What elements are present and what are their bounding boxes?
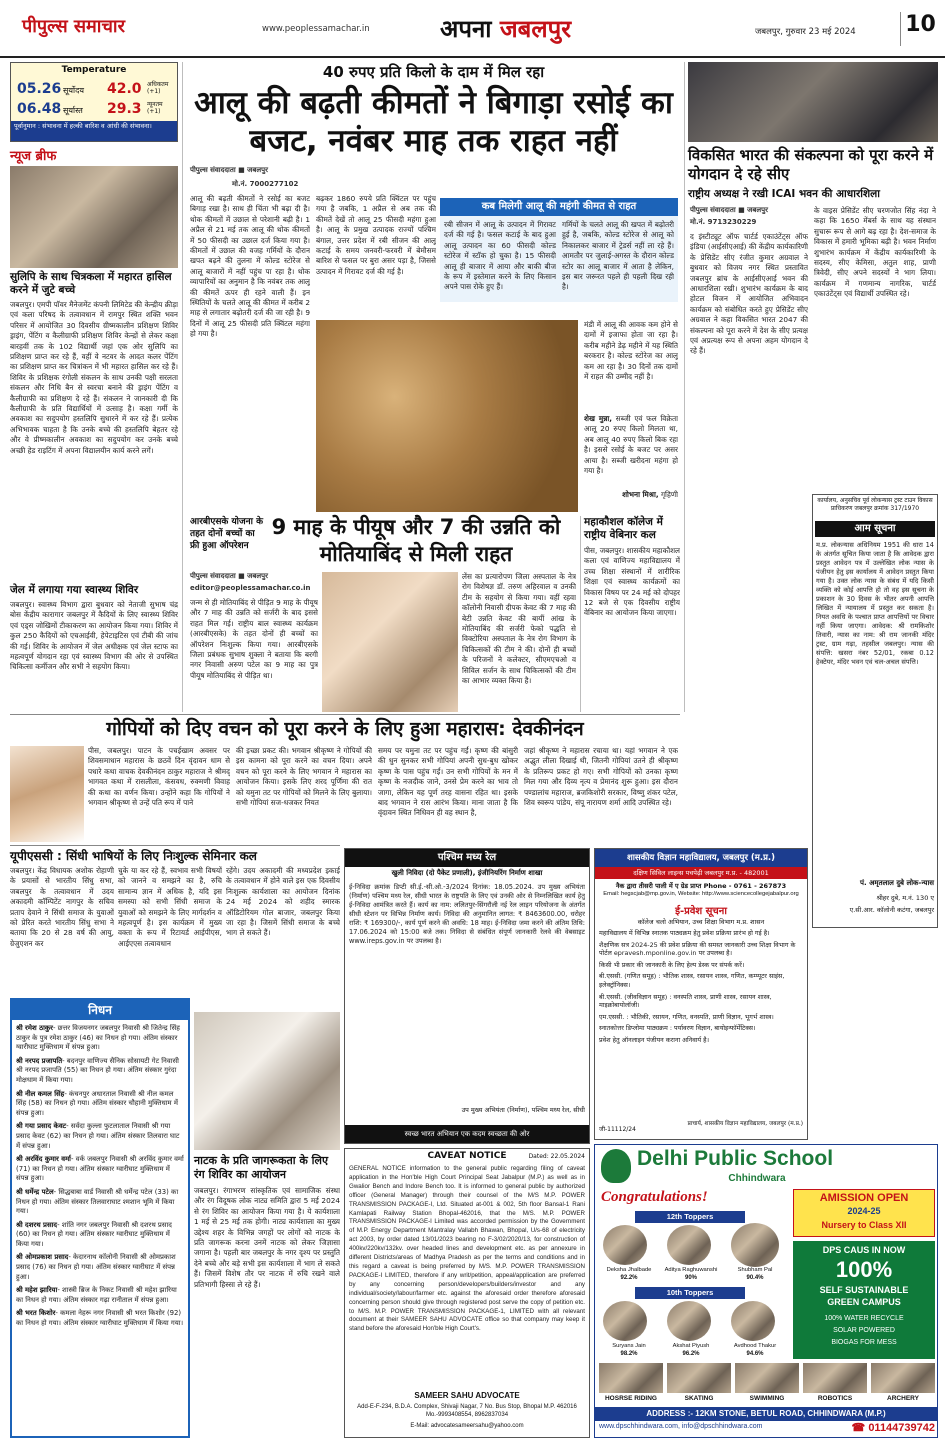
topper-name: Akshat Piyush: [672, 1343, 710, 1349]
activity-photo: [803, 1363, 867, 1393]
obituary-name: श्री नरपद प्रजापति: [16, 1056, 63, 1065]
dps-12th-label: 12th Toppers: [635, 1211, 745, 1223]
caveat-advocate: SAMEER SAHU ADVOCATE: [414, 1391, 520, 1400]
science-college-notice-sub: कॉलेज चलो अभियान, उच्च शिक्षा विभाग म.प्र. शासन: [637, 918, 765, 926]
gopiyon-headline: गोपियों को दिए वचन को पूरा करने के लिए हुआ महारास: देवकीनंदन: [106, 718, 584, 740]
section-divider: [10, 714, 680, 715]
caveat-notice: [344, 1148, 590, 1438]
upsc-col1: जबलपुर। केंद्र विधायक अशोक रोहाणी के प्रयासों से भारतीय सिंधु सभा, जबलपुर के तत्वावधान में उदय अकादमी कॉम्पिटेंट नागपुर के सचिव प्रताप देवाने ने सिंधी समाज के युवाओं को प्रेरित करते भारतीय सिंधु सभा ने बताया कि 20 से 28 वर्ष की आयु, ग्रेजुएशन कर: [10, 866, 114, 948]
lead-byline: पीपुल्स संवाददाता ■ जबलपुर: [190, 166, 268, 174]
topper-name: Avdhood Thakur: [733, 1343, 777, 1349]
masthead-date: जबलपुर, गुरुवार 23 मई 2024: [755, 27, 856, 37]
dps-title: Delhi Public School: [637, 1147, 834, 1170]
cataract-headline: 9 माह के पीयूष और 7 की उन्नति को मोतियाबिंद से मिली राहत: [271, 515, 561, 566]
cataract-kicker: आरबीएसके योजना के तहत दोनों बच्चों का फ्री हुआ ऑपरेशन: [190, 517, 264, 551]
gopiyon-col4: जहां श्रीकृष्ण ने महारास रचाया था। यहां भगवान ने एक अद्भुत लीला दिखाई थी, जितनी गोपियां उतने ही श्रीकृष्ण के प्रतिरूप प्रकट हो गए। सभी गोपियों को उनका कृष्ण मिल गया और दिव्य नृत्य व प्रेमानंद शुरू हुआ। इस दौरान पण्डालांच महाराज, ब्रजकिशोरी सरकार, विष्णु शंकर पटेल, शिव स्वरूप पांडेय, संपू नारायण शर्मा आदि उपस्थित रहे।: [524, 746, 678, 808]
topper-photo: [603, 1301, 647, 1341]
topper-name: Suryans Jain: [612, 1343, 646, 1349]
caveat-date: Dated: 22.05.2024: [528, 1153, 585, 1160]
dps-ad: [594, 1144, 938, 1438]
obituary-name: श्री ओमप्रकाश प्रसाद: [16, 1253, 69, 1262]
science-college-notice-title: ई-प्रवेश सूचना: [675, 906, 727, 917]
obituary-text: - बदनपुर वाणिज्य सैनिक सोसायटी गेट निवासी श्री नरपद प्रजापति (55) का निधन हो गया। अंतिम संस्कार गुरंदा मोक्षधाम में किया गया।: [16, 1056, 179, 1084]
caveat-email: E-Mail: advocatesameersahu@yahoo.com: [410, 1423, 524, 1429]
rail-tender-footer: उप मुख्य अभियंता (निर्माण), पश्चिम मध्य रेल, सीधी: [461, 1106, 585, 1114]
rail-tender: [344, 848, 590, 1144]
obituary-item: [16, 1122, 184, 1151]
dps-green-campus: [793, 1241, 935, 1359]
dps-10th-label: 10th Toppers: [635, 1287, 745, 1299]
obituary-item: [16, 1155, 184, 1184]
public-notice-title: आम सूचना: [815, 521, 935, 537]
obituary-item: [16, 1024, 184, 1053]
upsc-col2: चुके या कर रहे हैं, स्वभाव सभी विषयों को जानने व समझने का है, रुचि सामान्य ज्ञान में अधिक है, यदि इस समस्या को सभी सिंधी समाज के युवाओं को समझने के लिए मार्गदर्शन व महत्वपूर्ण है। इस कार्यक्रम में मुख्य वक्ता के रूप में रिटायर्ड आईपीएस, आईएएस तत्वावधान: [118, 866, 222, 948]
topper-score: 90%: [684, 1275, 697, 1281]
rail-tender-subtitle: खुली निविदा (दो पैकेट प्रणाली), इंजीनियरिंग निर्माण शाखा: [391, 869, 543, 877]
quote2-role: गृहिणी: [660, 490, 678, 499]
potato-heap-photo: [316, 320, 578, 512]
topper-photo: [731, 1301, 775, 1341]
dps-phone[interactable]: [813, 1421, 935, 1434]
obituary-name: श्री रमेश ठाकुर: [16, 1024, 53, 1032]
activity-label: ROBOTICS: [817, 1395, 853, 1402]
obituary-name: श्री भरत किशोर: [16, 1309, 56, 1318]
dps-phone-number: 01144739742: [868, 1422, 935, 1434]
topper-photo: [731, 1223, 779, 1267]
activity-photo: [599, 1363, 663, 1393]
public-notice-header: कार्यालय, अनुसचिव पूर्व लोकन्यास ट्रस्ट टाउन विकास प्राधिकरण जबलपुर क्रमांक 317/1970: [817, 497, 933, 512]
admission-item: किसी भी प्रकार की जानकारी के लिए हेल्प डेस्क पर संपर्क करें।: [599, 960, 745, 969]
nidhan-title: निधन: [12, 1000, 188, 1020]
upsc-col3: रहेंगे। उदय अकादमी की मध्यप्रदेश इकाई के तत्वावधान में होने वाले इस एक दिवसीय निःशुल्क कार्यशाला का आयोजन दिनांक 24 मई 2024 को शहीद स्मारक ऑडिटोरियम गोल बाजार, जबलपुर किया जा रहा है। जिसमें सिंधी समाज के बच्चे भाग ले सकते हैं।: [226, 866, 340, 938]
weather-box: [10, 62, 178, 142]
dps-address: ADDRESS :- 12KM STONE, BETUL ROAD, CHHINDWARA (M.P.): [595, 1407, 937, 1421]
lead-headline: आलू की बढ़ती कीमतों ने बिगाड़ा रसोई का बजट, नवंबर माह तक राहत नहीं: [194, 85, 673, 159]
section-title: [440, 12, 640, 42]
gopiyon-col1: पीस, जबलपुर। पाटन के पचईखाम अवसर पर शिवसमाधान महारास के छठवें दिन वृंदावन धाम से पधारे कथा वाचक देवकीनंदन ठाकुर महाराज ने श्रीमद् भागवत कथा में रासलीला, कंसवध, रुक्मणी विवाह की कथा का वर्णन किया। उन्होंने कहा कि गोपियों ने भगवान श्रीकृष्ण से उन्हें पति रूप में पाने: [88, 746, 230, 808]
admission-item: स्नातकोत्तर डिप्लोमा पाठ्यक्रम : पर्यावरण विज्ञान, बायोइन्फॉर्मेटिक्स।: [599, 1024, 756, 1033]
activity-photo: [735, 1363, 799, 1393]
column-divider: [580, 516, 581, 712]
obituary-text: - शांति नगर जबलपुर निवासी श्री दशरथ प्रसाद (60) का निधन हो गया। अंतिम संस्कार ग्वारीघाट मुक्तिधाम में किया गया।: [16, 1220, 172, 1248]
min-temp-label: न्यूनतम (+1): [147, 101, 163, 115]
sunset-label: सूर्यास्त: [63, 106, 83, 115]
dps-campus-line3: GREEN CAMPUS: [827, 1297, 901, 1307]
topper-name: Shubham Pal: [737, 1267, 773, 1273]
children-drawing-photo: [10, 166, 178, 268]
caveat-title: CAVEAT NOTICE: [427, 1151, 507, 1161]
cataract-byline: पीपुल्स संवाददाता ■ जबलपुर: [190, 572, 268, 580]
obituary-item: [16, 1221, 184, 1250]
dps-feature: SOLAR POWERED: [833, 1327, 895, 1334]
topper-score: 94.6%: [746, 1351, 764, 1357]
topper-score: 96.2%: [682, 1351, 700, 1357]
obituary-name: श्री नील कमल सिंह: [16, 1089, 65, 1098]
gopiyon-col2: की इच्छा प्रकट की। भगवान श्रीकृष्ण ने गोपियों की इस कामना को पूरा करने का वचन दिया। अपने वचन को पूरा करने के लिए भगवान ने महारास का आयोजन किया। इसके लिए शरद पूर्णिमा की रात को यमुना तट पर गोपियों को मिलने के लिए बुलाया। सभी गोपियां सज-धजकर नियत: [236, 746, 372, 808]
masthead: [0, 0, 945, 58]
mahakoshal-body: पीस, जबलपुर। शासकीय महाकौशल कला एवं वाणिज्य महाविद्यालय में उच्च शिक्षा संस्थानों में शारीरिक शिक्षा एवं स्वास्थ्य कार्यक्रमों का विकास विषय पर 24 मई को दोपहर 12 बजे से एक दिवसीय राष्ट्रीय वेबिनार का आयोजन किया जाएगा।: [584, 546, 680, 618]
ca-col1: द इंस्टीट्यूट ऑफ चार्टर्ड एकाउंटेंट्स ऑफ इंडिया (आईसीएआई) की केंद्रीय कार्यकारिणी के प्रेसिडेंट सीए रंजीत कुमार अग्रवाल ने बुधवार को विजय नगर स्थित प्रस्तावित जबलपुर ब्रांच के आईसीएआई भवन की आधारशिला रखी। शुभारंभ कार्यक्रम के बाद होटल विजन में आयोजित अभिवादन कार्यक्रम को संबोधित करते हुए प्रेसिडेंट सीए अग्रवाल ने कहा विकसित भारत 2047 की संकल्पना को पूरा करने में देश के सीए प्रत्यक्ष एवं अप्रत्यक्ष रूप से अपना अहम योगदान दे रहे हैं।: [690, 232, 808, 356]
infants-eye-photo: [322, 572, 458, 712]
science-college-footer-left: जी-11112/24: [599, 1126, 636, 1133]
sulipi-headline: सुलिपि के साथ चित्रकला में महारत हासिल करने में जुटे बच्चे: [10, 271, 172, 296]
topper-photo: [603, 1225, 647, 1265]
nidhan-box: [10, 998, 190, 1438]
nidhan-list: [16, 1024, 184, 1434]
public-notice-signature: पं. अमृतलाल दुबे लोक-न्यास: [860, 879, 934, 887]
website-link[interactable]: www.peoplessamachar.in: [262, 24, 370, 34]
topper-photo: [667, 1225, 711, 1265]
topper-score: 90.4%: [746, 1275, 764, 1281]
obituary-text: - छत्तर विजयनगर जबलपुर निवासी श्री जितेन्द्र सिंह ठाकुर के पुत्र रमेश ठाकुर (46) का निधन हो गया। अंतिम संस्कार ग्वारीघाट मुक्तिधाम में संपन्न हुआ।: [16, 1024, 180, 1052]
drama-body: जबलपुर। रंगाभरण सांस्कृतिक एवं सामाजिक संस्था और रंग विदूषक लोक नाट्य समिति द्वारा 5 मई 2024 से रंग शिविर का आयोजन किया गया है। ये कार्यशाला 1 मई से 25 मई तक होगी। नाट्य कार्यशाला का मुख्य उद्देश्य शहर के विभिन्न जगहों पर लोगों को नाटक के प्रति जागरूक करना उनमें नाटक को लेकर जिज्ञासा जगाना है। पहली बार जबलपुर के नगर दृश्य पर प्रस्तुति देने बच्चे और बड़े सभी इस कार्यशाला में भाग ले सकते हैं। जिसमें विशेष तौर पर नाटक में रुचि रखने वाले प्रतिभागी हिस्सा ले रहे हैं।: [194, 1186, 340, 1289]
ca-headline: विकसित भारत की संकल्पना को पूरा करने में योगदान दे रहे सीए: [688, 146, 934, 183]
obituary-text: - कमला नेहरू नगर निवासी श्री भरत किशोर (92) का निधन हो गया। अंतिम संस्कार ग्वारीघाट मुक्तिधाम में किया गया।: [16, 1309, 184, 1328]
admission-item: महाविद्यालय में विभिन्न स्नातक पाठ्यक्रम हेतु प्रवेश प्रक्रिया प्रारंभ हो गई है।: [599, 929, 770, 937]
quote2: [584, 490, 678, 510]
gopiyon-col3: समय पर यमुना तट पर पहुंच गईं। कृष्ण की बांसुरी की धुन सुनकर सभी गोपियां अपनी सुध-बुध खोकर कृष्ण के पास पहुंच गईं। उन सभी गोपियों के मन में कृष्ण के नजदीक जाने, उनसे प्रेम करने का भाव तो जागा, लेकिन यह पूर्ण तरह वासना रहित था। इसके बाद भगवान ने रास आरंभ किया। माना जाता है कि वृंदावन स्थित निधिवन ही वह स्थान है,: [378, 746, 518, 818]
obituary-name: श्री दशरथ प्रसाद: [16, 1220, 58, 1229]
lead-kicker: 40 रुपए प्रति किलो के दाम में मिल रहा: [322, 63, 545, 81]
admission-item: प्रवेश हेतु ऑनलाइन पंजीयन कराना अनिवार्य है।: [599, 1035, 709, 1044]
topper-score: 98.2%: [620, 1351, 638, 1357]
ca-subhead: राष्ट्रीय अध्यक्ष ने रखी ICAI भवन की आधारशिला: [688, 188, 880, 200]
activity-label: SWIMMING: [749, 1395, 785, 1402]
dps-congrats: Congratulations!: [601, 1189, 708, 1205]
ca-ceremony-photo: [688, 62, 938, 142]
public-notice-body: म.प्र. लोकन्यास अधिनियम 1951 की धारा 14 के अंतर्गत सूचित किया जाता है कि आवेदक द्वारा प्रस्तुत आवेदन पत्र में उल्लेखित लोक न्यास के पंजीयन हेतु इस कार्यालय में आवेदन प्रस्तुत किया गया है। उक्त लोक न्यास के संबंध में यदि किसी व्यक्ति को कोई आपत्ति हो तो वह इस सूचना के प्रकाशन के 30 दिवस के भीतर अपनी आपत्ति लिखित में न्यायालय में प्रस्तुत कर सकता है। नियत अवधि के पश्चात प्राप्त आपत्तियों पर विचार नहीं किया जाएगा। आवेदक: श्री रामकिशोर तिवारी, न्यास का नाम: श्री राम जानकी मंदिर ट्रस्ट, ग्राम गढ़ा, तहसील जबलपुर। न्यास की संपत्ति: खसरा नंबर 52/01, रकबा 0.12 हेक्टेयर, मंदिर भवन एवं चल-अचल संपत्ति।: [816, 541, 934, 666]
cataract-col2: लेंस का प्रत्यारोपण जिला अस्पताल के नेत्र रोग विशेषज्ञ डॉ. तरुण अहिरवाल व उनकी टीम के सहयोग से किया गया। वहीं रहवा कॉलोनी निवासी दीपक केवट की 7 माह की बेटी उन्नति केवट की बायीं आंख के मोतियाबिंद की सर्जरी फेको पद्धति से विक्टोरिया अस्पताल के नेत्र रोग विभाग के चिकित्सकों की टीम ने की। दोनों ही बच्चों के परिजनों ने कलेक्टर, सीएमएचओ व सिविल सर्जन के साथ चिकित्सकों की टीम का आभार व्यक्त किया है।: [462, 572, 576, 686]
dps-city: Chhindwara: [728, 1173, 786, 1184]
caveat-body: GENERAL NOTICE information to the general public regarding filing of caveat application in the Hon'ble High Court Principal Seat Jabalpur (M.P.) as well as in Gwalior Bench and Indore Bench too. It is informed to general public by authorized officer (General Manager) through their counsel of the M/S M.P. POWER TRANSMISSION PACKAGE-I, Ltd. Situated at-001 & 002, 5th floor Bansal-1 Rani Kamlapati Railway Station Bhopal-462016, that the M/S. M.P. POWER TRANSMISSION PACKAGE-I Limited was accorded permission by the Government of M.P. Energy Department Mantralay Vallabh Bhawan, Bhopal, U/s-68 of electricity act 2003, by order dated 13/01/2023 bearing no F-3/02/2020/13, for construction of 400kv/220kv/132kv. over headed lines and development etc. as per annexure in different Districts/areas of Madhya Pradesh as per the terms and conditions and in this regard a caveat is being preferred by M/S. M.P. POWER TRANSMISSION PACKAGE-I LIMITED, therefore if any writ/petition, appeal/application are preferred by any concerning person/developers/builders/investor and any individual/society/labour/farmer etc. against the aforesaid order therefore aforesaid concerning person should give through registered post serve the copy of petition etc. to M/S. M.P. POWER TRANSMISSION PACKAGE-1, LIMITED with all relevant document at their SAMEER SAHU ADVOCATE office so that company may keep it stand before the aforesaid Hon'ble High Court's.: [349, 1165, 585, 1333]
rail-tender-body: ई-निविदा क्रमांक डिप्टी सी.ई.-सी.ओ.-3/2024 दिनांक: 18.05.2024. उप मुख्य अभियंता (निर्माण) पश्चिम मध्य रेल, सीधी भारत के राष्ट्रपति के लिए एवं उनकी ओर से निम्नलिखित कार्य हेतु ई-निविदा आमंत्रित करते हैं। कार्य का नाम: ललितपुर-सिंगरौली नई रेल लाइन परियोजना के अंतर्गत सीधी स्टेशन पर विभिन्न निर्माण कार्य। निविदा की अनुमानित लागत: ₹ 8463600.00, धरोहर राशि: ₹ 169300/-, कार्य पूर्ण करने की अवधि: 18 माह। ई-निविदा जमा करने की अंतिम तिथि: 17.06.2024 को 15:00 बजे तक। निविदा से संबंधित संपूर्ण जानकारी रेलवे की वेबसाइट www.ireps.gov.in पर उपलब्ध है।: [349, 883, 585, 945]
sunrise-time: 05.26: [17, 81, 62, 97]
dps-campus-line2: SELF SUSTAINABLE: [819, 1285, 909, 1295]
lead-col2: बढ़कर 1860 रुपये प्रति क्विंटल पर पहुंच गया है जबकि, 1 अप्रैल से अब तक की कीमतें देखें तो आलू 25 फीसदी महंगा हुआ है। आलू के प्रमुख उत्पादक राज्यों पश्चिम बंगाल, उत्तर प्रदेश में रबी सीजन की आलू कटाई के समय जनवरी-फरवरी में बेमौसम बारिश से फसल पर बुरा असर पड़ा है, जिससे उत्पादन में गिरावट दर्ज की गई है।: [316, 194, 436, 276]
rail-tender-slogan: स्वच्छ भारत अभियान एक कदम स्वच्छता की ओर: [345, 1125, 589, 1143]
activity-label: SKATING: [684, 1395, 714, 1402]
paper-logo: पीपुल्स समाचार: [22, 16, 125, 37]
cataract-col1: जन्म से ही मोतियाबिंद से पीड़ित 9 माह के पीयूष और 7 माह की उन्नति को सर्जरी के बाद इससे राहत मिल गई। राष्ट्रीय बाल स्वास्थ्य कार्यक्रम (आरबीएसके) के तहत दोनों ही बच्चों का ऑपरेशन निःशुल्क किया गया। आरबीएसके जिला प्रबंधक सुभाष शुक्ला ने बताया कि बरगी नगर निवासी अरुण पटेल का 9 माह का पुत्र पीयूष मोतियाबिंद से पीड़ित था।: [190, 598, 318, 680]
topper-name: Aditya Raghuwanshi: [664, 1267, 718, 1273]
column-divider: [182, 62, 183, 712]
cataract-email: editor@peoplessamachar.co.in: [190, 584, 311, 592]
page-number: 10: [900, 12, 940, 46]
dps-admission-range: Nursery to Class XII: [821, 1220, 907, 1230]
topper-photo: [667, 1301, 711, 1341]
obituary-text: - शास्त्री ब्रिज के निकट निवासी श्री महेश झारिया का निधन हो गया। अंतिम संस्कार गढ़ा रानीताल में संपन्न हुआ।: [16, 1286, 177, 1304]
forecast-text: पूर्वानुमान : संभावना में हल्की बारिश व आंधी की संभावना।: [11, 121, 177, 141]
caveat-address: Add-E-F-234, B.D.A. Complex, Shivaji Nagar, 7 No. Bus Stop, Bhopal M.P. 462016 Mo.-9993408554, 8962837034: [357, 1404, 577, 1418]
science-college-email: Email: hegscjab@mp.gov.in, Website: http://www.sciencecollegejabalpur.org: [603, 891, 799, 897]
dps-feature: BIOGAS FOR MESS: [831, 1339, 897, 1346]
lead-box: [440, 198, 678, 302]
activity-photo: [871, 1363, 935, 1393]
science-college-subtitle: दक्षिण सिविल लाइन्स पचपेढ़ी जबलपुर म.प्र. - 482001: [595, 867, 807, 879]
quote1-text: सब्जी एवं फल विक्रेता आलू 20 रुपए किलो मिलता था, अब आलू 40 रुपए किलो बिक रहा है। इससे रसोई के बजट पर असर आया है। सब्जी खरीदना महंगा हो गया है।: [584, 414, 678, 476]
science-college-ad: [594, 848, 808, 1140]
obituary-item: [16, 1309, 184, 1328]
admission-item: बी.एससी. (जीवविज्ञान समूह) : वनस्पति शास्त्र, प्राणी शास्त्र, रसायन शास्त्र, माइक्रोबायोलॉजी।: [599, 992, 772, 1010]
activity-label: ARCHERY: [887, 1395, 919, 1402]
mahakoshal-headline: महाकौशल कॉलेज में राष्ट्रीय वेबिनार कल: [584, 516, 663, 541]
obituary-text: - सिद्धबाबा वार्ड निवासी श्री धर्मेन्द्र पटेल (33) का निधन हो गया। अंतिम संस्कार तिलवाराघाट श्मशान भूमि में किया गया।: [16, 1187, 179, 1216]
dps-feature: 100% WATER RECYCLE: [824, 1315, 904, 1322]
rail-tender-title: पश्चिम मध्य रेल: [345, 849, 589, 867]
obituary-name: श्री अरविंद कुमार वर्मा: [16, 1155, 71, 1164]
section-title-part1: अपना: [440, 15, 492, 43]
sulipi-body: जबलपुर। एमपी पॉवर मैनेजमेंट कंपनी लिमिटेड की केन्द्रीय क्रीड़ा एवं कला परिषद के तत्वावधान में रामपुर स्थित शक्ति भवन परिसर में आयोजित 30 दिवसीय ग्रीष्मकालीन प्रशिक्षण शिविर ड्राइंग, पेंटिंग व कैलीग्राफी प्रशिक्षण शिविर केन्द्रों से लेकर कक्षा बारहवीं तक के 102 विद्यार्थी जहां एक ओर सुलिपि का प्रशिक्षण प्राप्त कर रहे हैं, वहीं वे नटवर के आदत कलर पेंटिंग का प्रशिक्षण प्राप्त कर चित्रांकन में भी महारत हासिल कर रहे हैं। शिविर के प्रशिक्षक रंगोली संकलन के साथ उनकी पक्षी सरलता संकलन और निधि बैन से स्वरचा बनाने की ड्राइंग पेंटिंग व कैलीग्राफी का प्रशिक्षण दे रहे हैं। संकलन ने जानकारी दी कि कैलीग्राफी के प्रति विद्यार्थियों में उत्साह है। कक्षा गर्मी के अवकाश का सदुपयोग हस्तलिपि सुधारने में कर रहे हैं। प्रत्येक अभिभावक चाहता है कि उनके बच्चे की हस्तलिपि बेहतर रहे और वे प्रीष्मकालीन अवकाश का सदुपयोग कर उनके बच्चे अच्छी हेड राइटिंग में अपना विद्यालयीन कार्य करने लगें।: [10, 300, 178, 455]
science-college-contact: नैक द्वारा तीसरी पाली में ए ग्रेड प्राप्त Phone - 0761 - 267873: [615, 882, 787, 890]
jail-body: जबलपुर। स्वास्थ्य विभाग द्वारा बुधवार को नेताजी सुभाष चंद्र बोस केंद्रीय कारागार जबलपुर में कैदियों के लिए स्वास्थ्य शिविर एवं एड्स जोखिमों टीकाकरण का आयोजन किया गया। शिविर में कुल 250 कैदियों को एचआईवी, हेपेटाइटिस एवं टीबी की जांच की गई। शिविर के आयोजन में जेल अधीक्षक एवं जेल स्टाफ का महत्वपूर्ण योगदान रहा एवं स्वास्थ्य विभाग की ओर से उपस्थित चिकित्सा कर्मीजन और सभी ने सहयोग किया।: [10, 600, 178, 672]
admission-item: बी.एससी. (गणित समूह) : भौतिक शास्त्र, रसायन शास्त्र, गणित, कम्प्यूटर साइंस, इलेक्ट्रॉनिक्स।: [599, 972, 785, 989]
phone-icon: ☎: [851, 1422, 866, 1434]
obituary-text: - केदारनाथ कॉलोनी निवासी श्री ओमप्रकाश प्रसाद (76) का निधन हो गया। अंतिम संस्कार ग्वारीघाट में संपन्न हुआ।: [16, 1253, 176, 1281]
dps-campus-line1: DPS CAUS IN NOW: [822, 1245, 906, 1255]
ca-col2: के वाइस प्रेसिडेंट सीए चरणजोत सिंह नंदा ने कहा कि 1650 मेंबर्स के साथ यह संस्थान सुचारू रूप से आगे बढ़ रहा है। देश-समाज के विकास में हमारी भूमिका बढ़ी है। भवन निर्माण शुभारंभ कार्यक्रम में केंद्रीय कार्यकारिणी के सदस्य, सीए केमिसा, अतुल शाह, प्राणी त्रिवेदी, सीए अपने सदस्यों ने भाग लिया। कार्यक्रम में गणमान्य नागरिक, चार्टर्ड एकाउंटेंट्स एवं विद्यार्थी उपस्थित रहे।: [814, 206, 936, 299]
dps-campus-pct: 100%: [835, 1257, 893, 1282]
quote2-name: शोभना मिश्रा,: [622, 490, 659, 499]
obituary-item: [16, 1253, 184, 1282]
obituary-text: - वर्क जबलपुर निवासी श्री अरविंद कुमार वर्मा (71) का निधन हो गया। अंतिम संस्कार ग्वारीघाट मुक्तिधाम में संपन्न हुआ।: [16, 1155, 184, 1183]
drama-workshop-photo: [194, 1012, 340, 1150]
lead-side-note: मंडी में आलू की आवक कम होने से दामों में इजाफा होता जा रहा है। करीब महीने डेढ़ महीने में यह स्थिति बरकरार है। कोल्ड स्टोरेज का आलू कम आ रहा है। 30 दिनों तक दामों में राहत की उम्मीद नहीं है।: [584, 320, 678, 382]
obituary-name: श्री महेश झारिया: [16, 1286, 58, 1295]
sunset-time: 06.48: [17, 101, 62, 117]
news-brief-label: न्यूज ब्रीफ: [10, 149, 57, 164]
column-divider: [684, 62, 685, 712]
max-temp-label: अधिकतम (+1): [147, 81, 169, 95]
science-college-title: शासकीय विज्ञान महाविद्यालय, जबलपुर (म.प्र.): [595, 849, 807, 867]
obituary-name: श्री धर्मेन्द्र पटेल: [16, 1187, 54, 1196]
obituary-name: श्री गया प्रसाद केवट: [16, 1122, 67, 1131]
dps-logo-icon: [601, 1149, 631, 1183]
dps-website[interactable]: www.dpschhindwara.com, info@dpschhindwara.com: [599, 1423, 763, 1430]
public-notice: [812, 494, 938, 928]
lead-box-col2: गर्मियों के चलते आलू की खपत में बढ़ोतरी हुई है, जबकि, कोल्ड स्टोरेज से आलू को निकालकर बाजार में ट्रेडर्स नहीं ला रहे हैं। आमतौर पर जुलाई-अगस्त के दौरान कोल्ड स्टोर का आलू बाजार में आता है लेकिन, इस बार जरूरत पहले ही पहली दिख रही है।: [562, 220, 674, 292]
jail-headline: जेल में लगाया गया स्वास्थ्य शिविर: [10, 584, 139, 596]
admission-item: शैक्षणिक सत्र 2024-25 की प्रवेश प्रक्रिया की समस्त जानकारी उच्च शिक्षा विभाग के पोर्टल epravesh.mponline.gov.in पर उपलब्ध है।: [599, 940, 796, 958]
lead-phone: मो.नं. 7000277102: [232, 180, 299, 188]
ca-phone: मो.नं. 9713230229: [690, 218, 757, 226]
quote1-name: शेख मुन्ना,: [584, 414, 613, 423]
obituary-text: - सर्वदा कुल्ला फुटलाताल निवासी श्री गया प्रसाद केवट (62) का निधन हो गया। अंतिम संस्कार तिलवारा घाट में संपन्न हुआ।: [16, 1122, 180, 1150]
section-divider: [10, 845, 340, 846]
dps-admission-year: 2024-25: [847, 1206, 881, 1216]
weather-title: Temperature: [61, 65, 127, 75]
quote1: [584, 414, 678, 488]
topper-score: 92.2%: [620, 1275, 638, 1281]
lead-box-title: कब मिलेगी आलू की महंगी कीमत से राहत: [440, 198, 678, 216]
activity-photo: [667, 1363, 731, 1393]
drama-headline: नाटक के प्रति जागरूकता के लिए रंग शिविर का आयोजन: [194, 1154, 329, 1181]
obituary-item: [16, 1188, 184, 1217]
section-title-part2: जबलपुर: [499, 15, 572, 43]
obituary-item: [16, 1286, 184, 1305]
obituary-text: - कंचनपुर अधारताल निवासी श्री नील कमल सिंह (58) का निधन हो गया। अंतिम संस्कार चौहानी मुक्तिधाम में संपन्न हुआ।: [16, 1089, 178, 1117]
lead-box-col1: रबी सीजन में आलू के उत्पादन में गिरावट दर्ज की गई है। फसल कटाई के बाद हुआ आलू उत्पादन का 60 फीसदी कोल्ड स्टोरेज में स्टॉक हो चुका है। 15 फीसदी आलू ही बाजार में आया और बाकी बीज के रूप में इस्तेमाल करने के लिए किसान अपने पास रोके हुए हैं।: [444, 220, 556, 292]
obituary-item: [16, 1057, 184, 1086]
upsc-headline: यूपीएससी : सिंधी भाषियों के लिए निःशुल्क सेमिनार कल: [10, 849, 257, 863]
topper-name: Deksha Jhalbade: [606, 1267, 652, 1273]
min-temp: 29.3: [107, 101, 142, 117]
admission-item: एम.एससी. : भौतिकी, रसायन, गणित, वनस्पति, प्राणी विज्ञान, भूगर्भ शास्त्र।: [599, 1012, 774, 1021]
public-notice-sign-sub: श्रीहर दुबे, म.नं. 130 ए: [876, 894, 934, 902]
sunrise-label: सूर्योदय: [63, 86, 85, 95]
activity-label: HOSRSE RIDING: [604, 1395, 657, 1402]
ca-byline: पीपुल्स संवाददाता ■ जबलपुर: [690, 206, 768, 214]
science-college-list: [599, 929, 803, 1119]
max-temp: 42.0: [107, 81, 142, 97]
devkinandan-photo: [10, 746, 84, 842]
public-notice-sign-addr: ए.सी.आर. कॉलोनी कटंगा, जबलपुर: [849, 906, 934, 914]
dps-admission-title: AMISSION OPEN: [819, 1192, 909, 1204]
obituary-item: [16, 1090, 184, 1119]
lead-col1: आलू की बढ़ती कीमतों ने रसोई का बजट बिगाड़ रखा है। साथ ही चिंता भी बढ़ा दी है। थोक कीमतों में उछाल से परेशानी बढ़ी है। 1 अप्रैल से 21 मई तक आलू की थोक कीमतों में 50 फीसदी का उछाल दर्ज किया गया है। कीमतों में उछाल की वजह गर्मियों के दौरान खपत बढ़ने की तुलना में कोल्ड स्टोरेज से आलू बाजारों में नहीं पहुंच पा रहा है। थोक व्यापारियों का अनुमान है कि नवंबर तक आलू की कीमतें ऊपर ही रहने वाली हैं। इन स्थितियों के चलते आलू की कीमत में करीब 2 माह से लगातार बढ़ोतरी दर्ज की जा रही है। 9 दिनों में आलू 25 फीसदी प्रति क्विंटल महंगा हो गया है।: [190, 194, 310, 339]
science-college-footer-right: प्राचार्य, शासकीय विज्ञान महाविद्यालय, जबलपुर (म.प्र.): [687, 1121, 803, 1127]
dps-admission-box: [793, 1189, 935, 1237]
